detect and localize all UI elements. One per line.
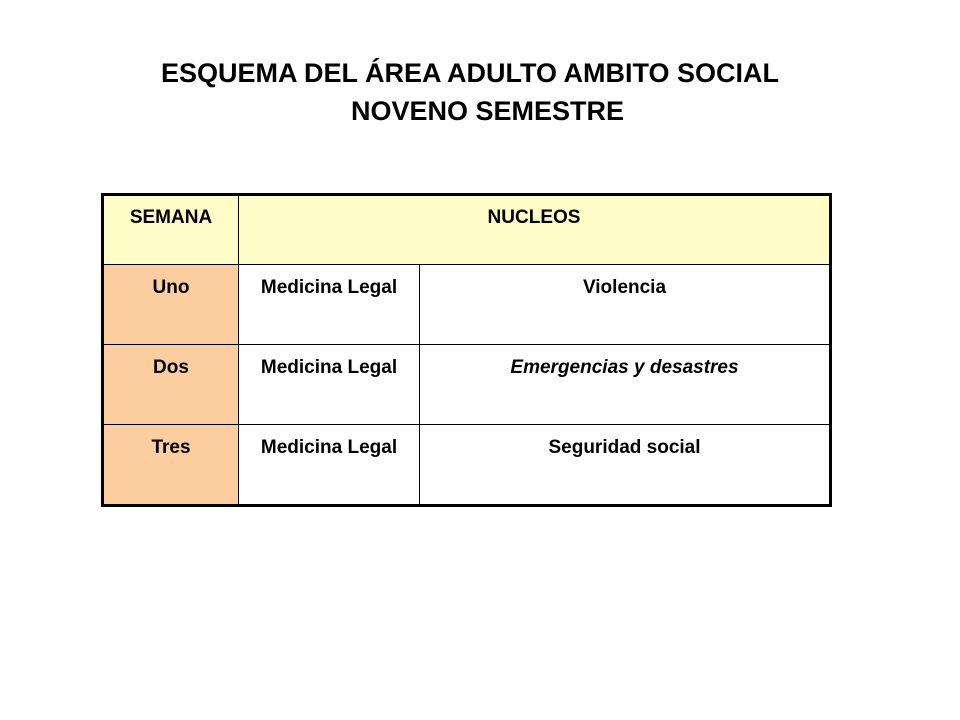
- core-cell: Violencia: [420, 264, 831, 344]
- week-cell: Uno: [103, 264, 239, 344]
- week-cell: Dos: [103, 344, 239, 424]
- title-line-1: ESQUEMA DEL ÁREA ADULTO AMBITO SOCIAL: [160, 58, 780, 88]
- schedule-table: [101, 193, 832, 507]
- table-row: [103, 264, 831, 344]
- header-nucleos: NUCLEOS: [239, 195, 831, 265]
- title-line-2: NOVENO SEMESTRE: [350, 96, 625, 126]
- header-week: SEMANA: [103, 195, 239, 265]
- table-row: [103, 344, 831, 424]
- core-cell: Medicina Legal: [239, 344, 420, 424]
- table-row: [103, 424, 831, 505]
- core-cell: Medicina Legal: [239, 424, 420, 505]
- core-cell: Seguridad social: [420, 424, 831, 505]
- week-cell: Tres: [103, 424, 239, 505]
- page-title: [60, 54, 880, 130]
- core-cell: Emergencias y desastres: [420, 344, 831, 424]
- table-header-row: [103, 195, 831, 265]
- core-cell: Medicina Legal: [239, 264, 420, 344]
